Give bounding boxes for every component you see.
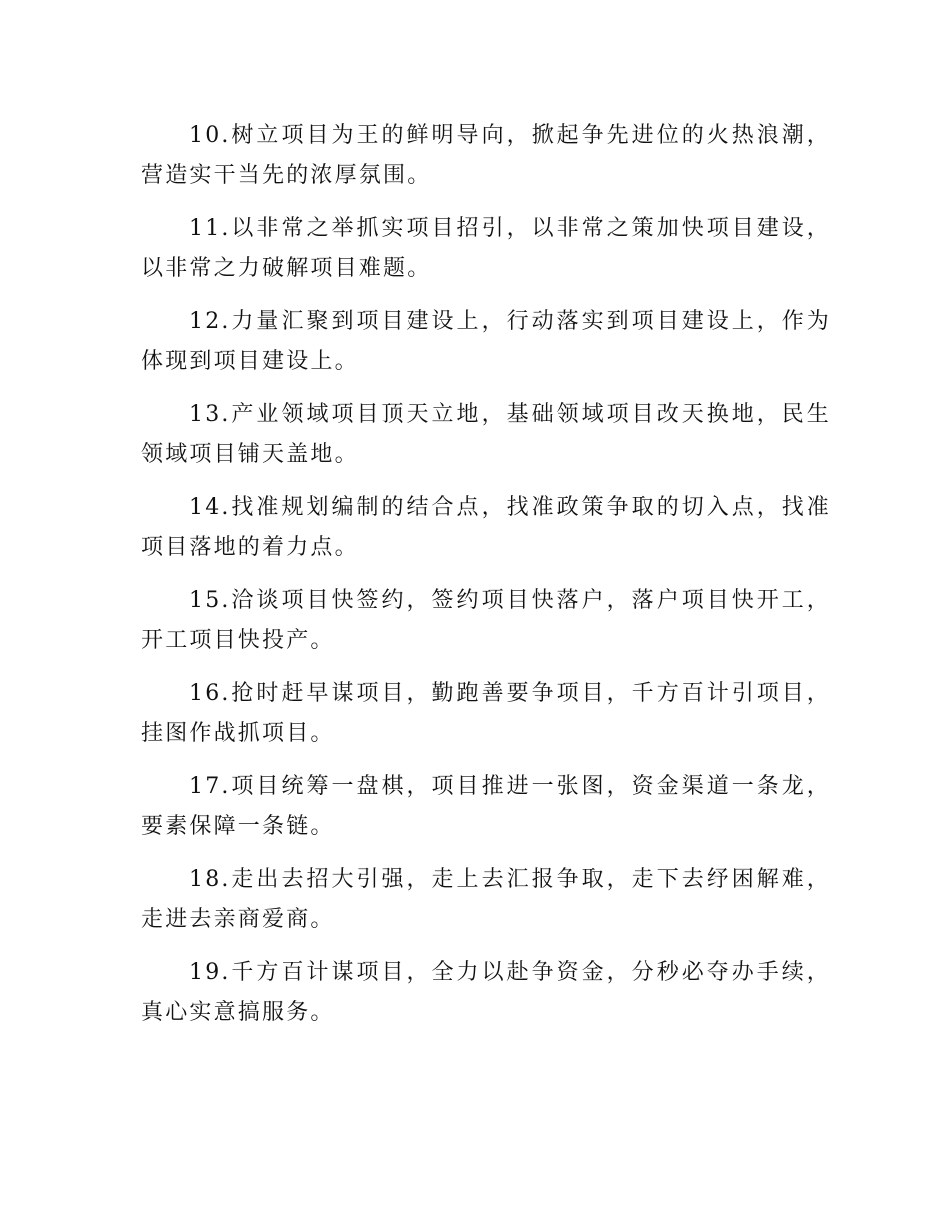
- paragraph-19: 19.千方百计谋项目，全力以赴争资金，分秒必夺办手续，真心实意搞服务。: [141, 960, 831, 1025]
- paragraph-12: 12.力量汇聚到项目建设上，行动落实到项目建设上，作为体现到项目建设上。: [141, 309, 831, 374]
- paragraph-13: 13.产业领域项目顶天立地，基础领域项目改天换地，民生领域项目铺天盖地。: [141, 402, 831, 467]
- paragraph-17: 17.项目统筹一盘棋，项目推进一张图，资金渠道一条龙，要素保障一条链。: [141, 774, 831, 839]
- document-body: [141, 116, 831, 1046]
- paragraph-15: 15.洽谈项目快签约，签约项目快落户，落户项目快开工，开工项目快投产。: [141, 588, 831, 653]
- paragraph-16: 16.抢时赶早谋项目，勤跑善要争项目，千方百计引项目，挂图作战抓项目。: [141, 681, 831, 746]
- paragraph-14: 14.找准规划编制的结合点，找准政策争取的切入点，找准项目落地的着力点。: [141, 495, 831, 560]
- paragraph-11: 11.以非常之举抓实项目招引，以非常之策加快项目建设，以非常之力破解项目难题。: [141, 216, 831, 281]
- paragraph-18: 18.走出去招大引强，走上去汇报争取，走下去纾困解难，走进去亲商爱商。: [141, 867, 831, 932]
- paragraph-10: 10.树立项目为王的鲜明导向，掀起争先进位的火热浪潮，营造实干当先的浓厚氛围。: [141, 123, 831, 188]
